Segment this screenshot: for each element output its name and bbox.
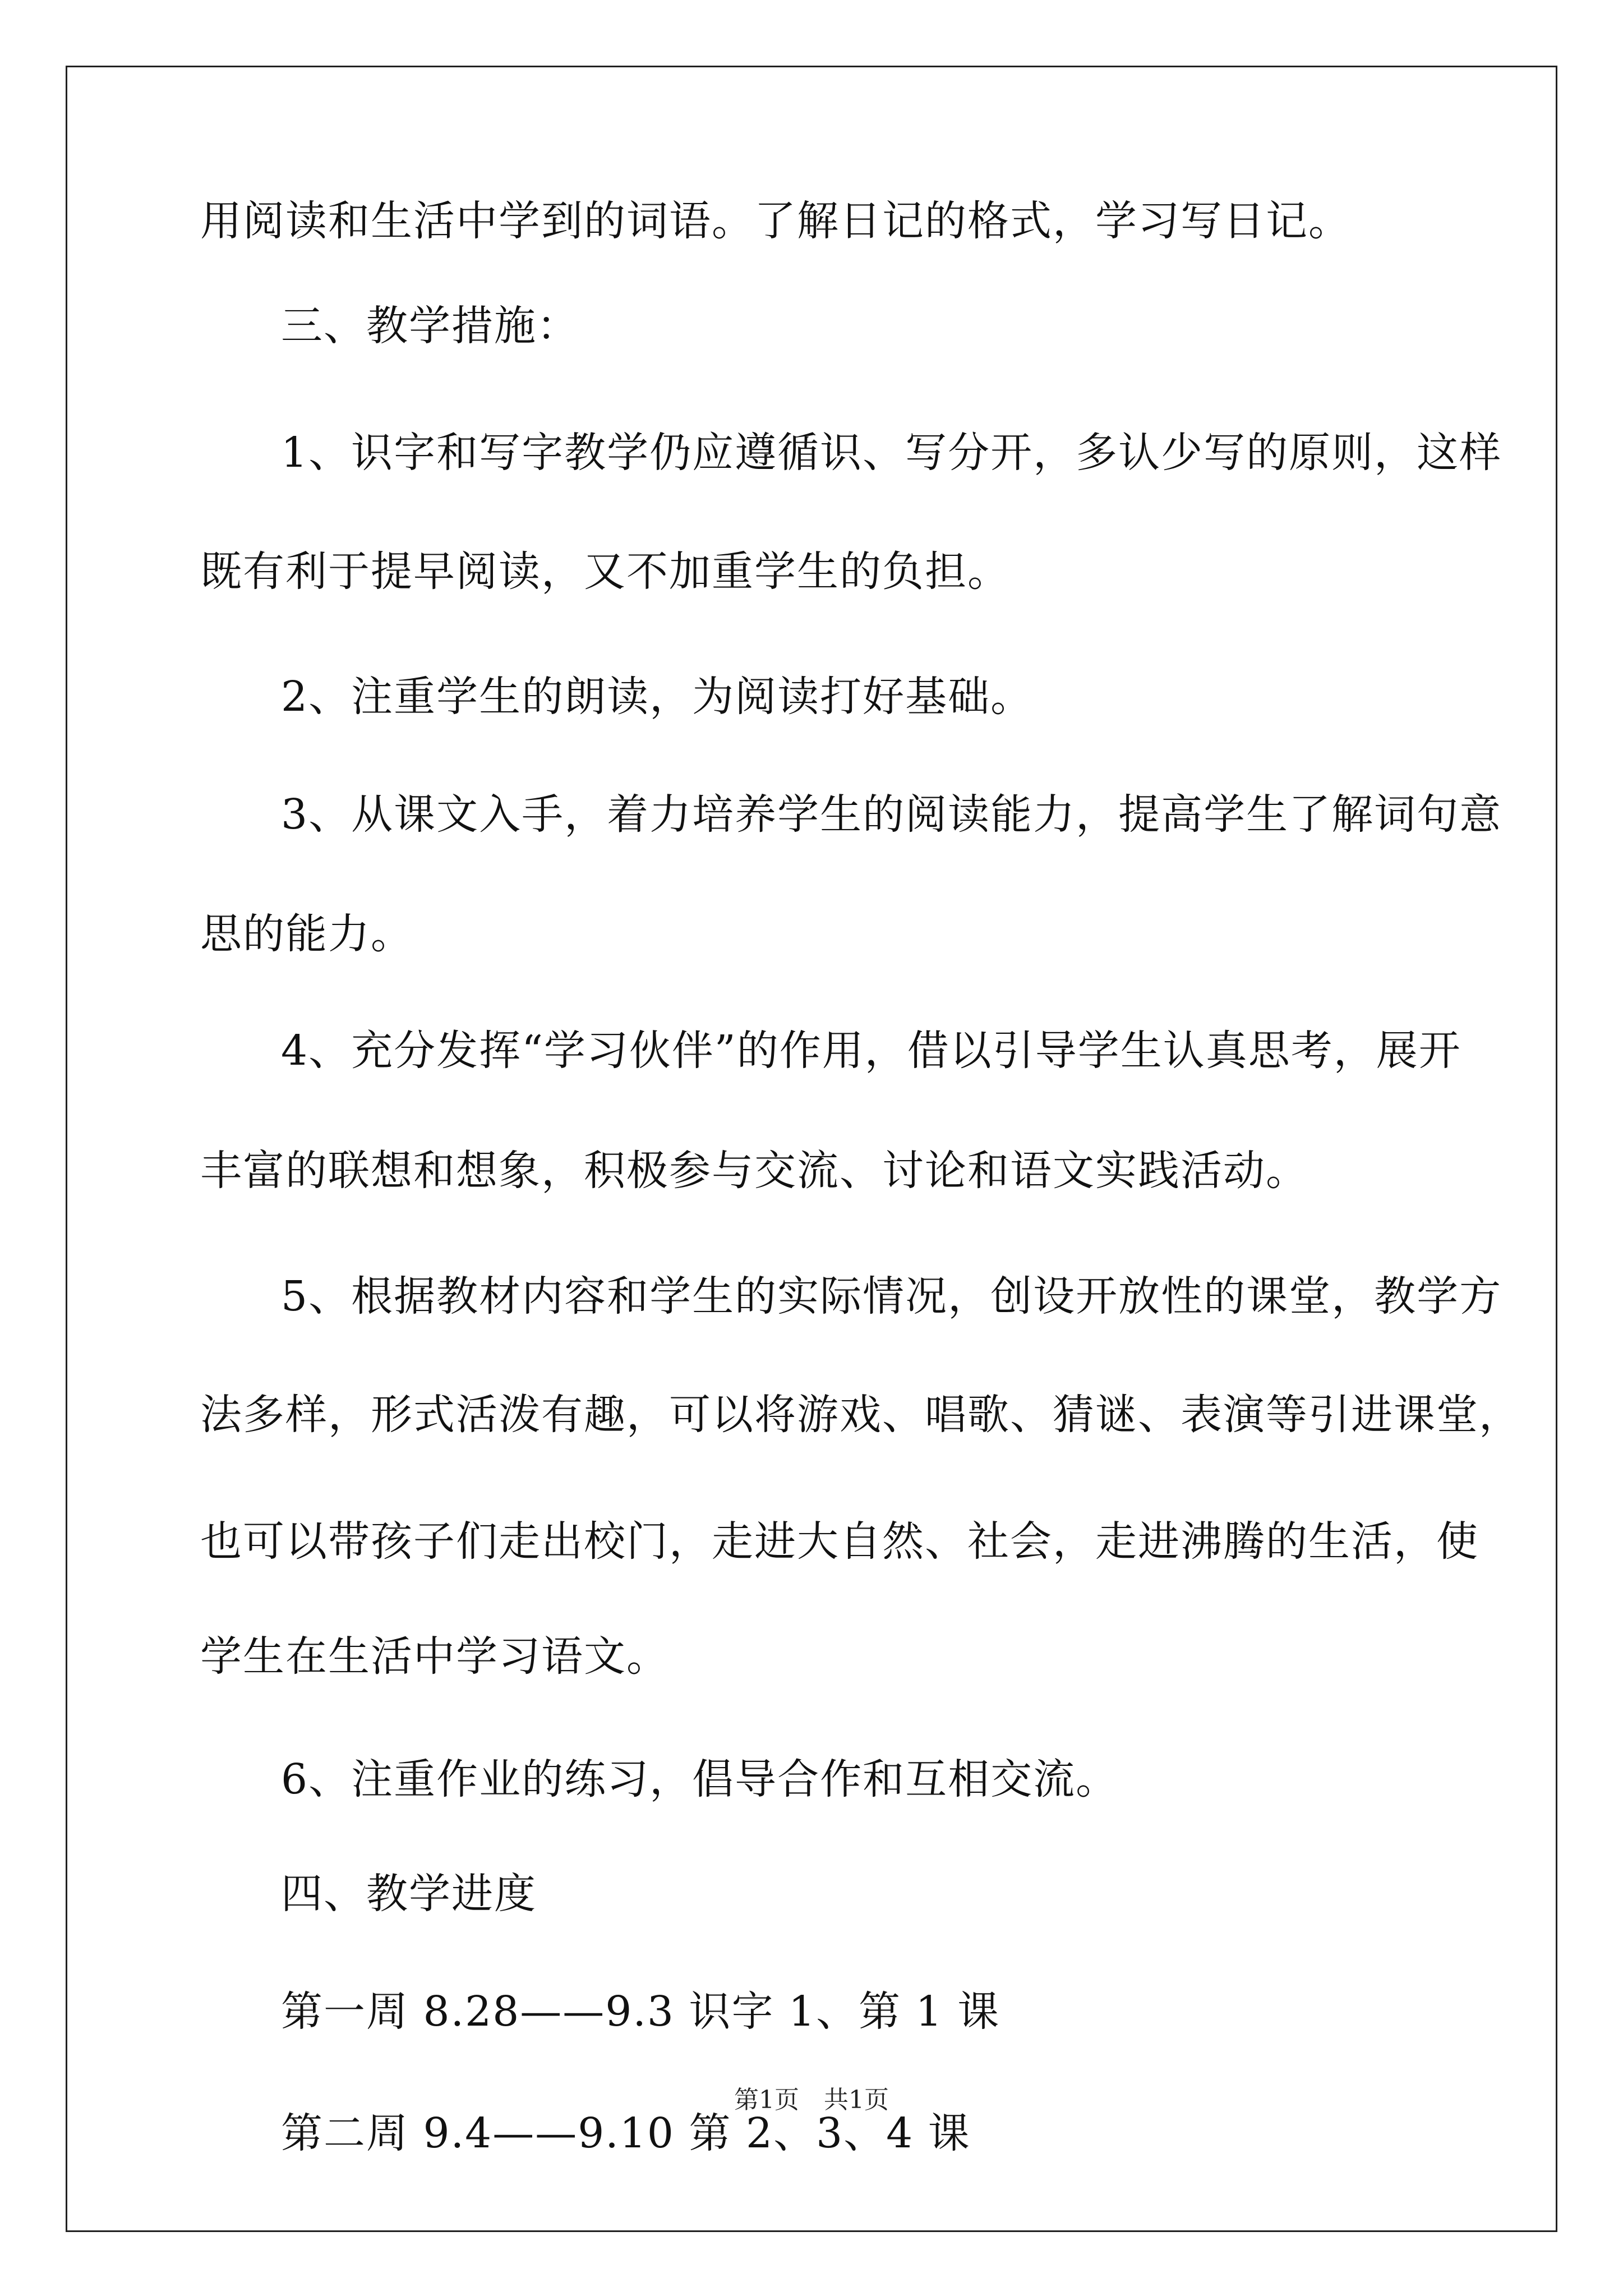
section-heading: 四、教学进度 (281, 1870, 537, 1918)
paragraph-line: 既有利于提早阅读，又不加重学生的负担。 (200, 547, 1010, 596)
paragraph-line: 也可以带孩子们走出校门，走进大自然、社会，走进沸腾的生活，使 (200, 1517, 1479, 1566)
paragraph-line: 6、注重作业的练习，倡导合作和互相交流。 (281, 1755, 1119, 1803)
paragraph-line: 2、注重学生的朗读，为阅读打好基础。 (281, 673, 1034, 721)
paragraph-line: 用阅读和生活中学到的词语。了解日记的格式，学习写日记。 (200, 197, 1351, 245)
paragraph-line: 4、充分发挥“学习伙伴”的作用，借以引导学生认真思考，展开 (281, 1027, 1461, 1075)
paragraph-line: 5、根据教材内容和学生的实际情况，创设开放性的课堂，教学方 (281, 1272, 1502, 1320)
page-footer: 第1页 共1页 (734, 2086, 889, 2114)
paragraph-line: 法多样，形式活泼有趣，可以将游戏、唱歌、猜谜、表演等引进课堂， (200, 1391, 1521, 1439)
schedule-line: 第一周 8.28——9.3 识字 1、第 1 课 (281, 1987, 1000, 2036)
section-heading: 三、教学措施： (281, 302, 579, 350)
paragraph-line: 丰富的联想和想象，积极参与交流、讨论和语文实践活动。 (200, 1147, 1308, 1195)
schedule-line: 第二周 9.4——9.10 第 2、3、4 课 (281, 2109, 971, 2157)
paragraph-line: 1、识字和写字教学仍应遵循识、写分开，多认少写的原则，这样 (281, 429, 1502, 477)
paragraph-line: 3、从课文入手，着力培养学生的阅读能力，提高学生了解词句意 (281, 790, 1502, 839)
paragraph-line: 思的能力。 (200, 910, 413, 958)
paragraph-line: 学生在生活中学习语文。 (200, 1632, 669, 1681)
